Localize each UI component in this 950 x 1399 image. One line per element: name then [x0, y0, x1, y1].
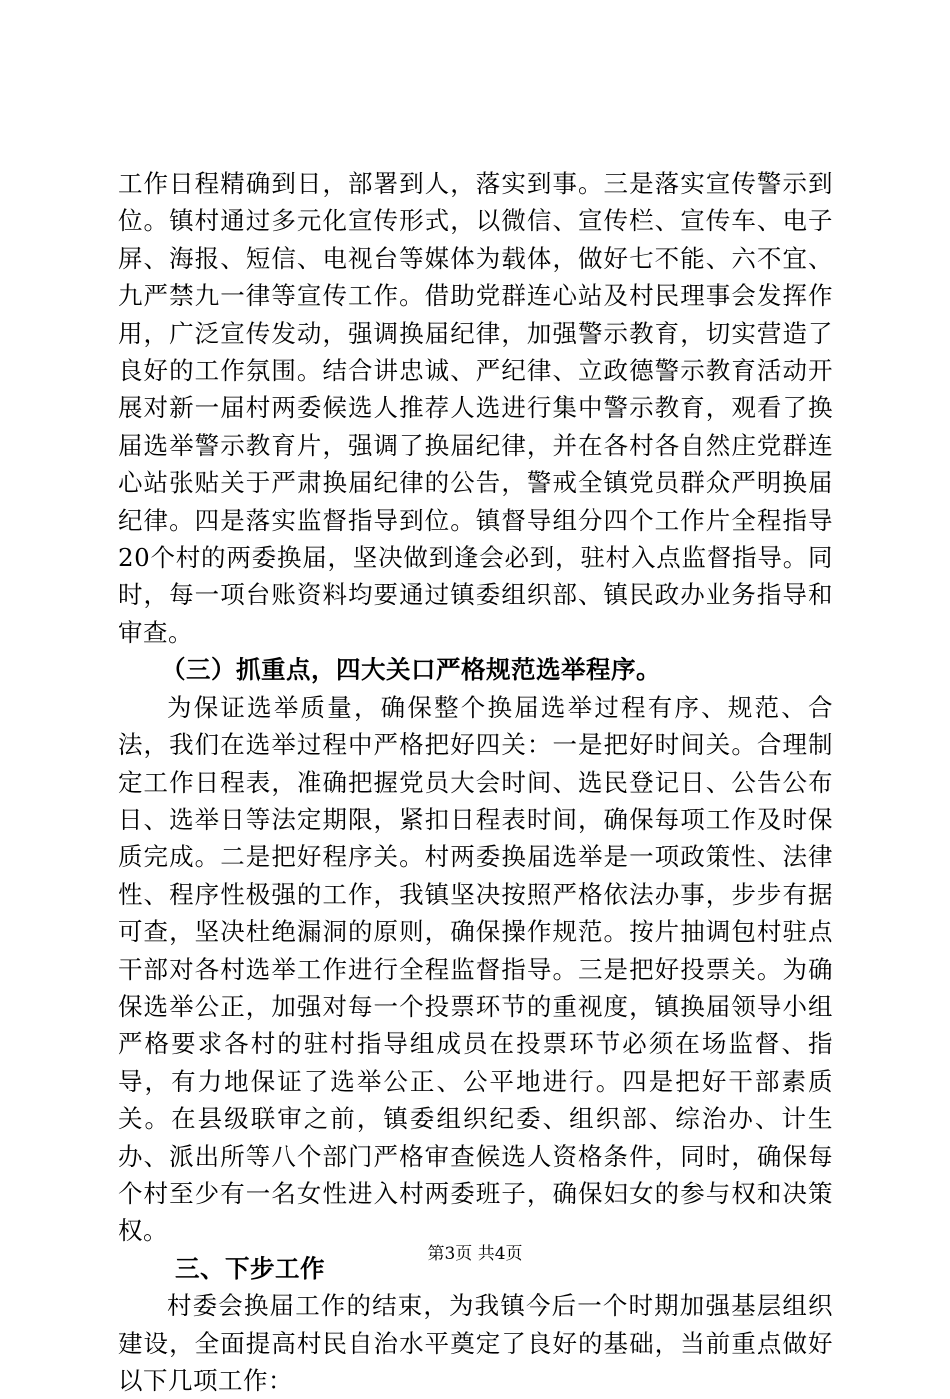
page-number-footer: 第3页 共4页 [427, 1244, 523, 1264]
document-body [118, 165, 833, 1399]
section-heading: 三、下步工作 [175, 1253, 325, 1283]
body-paragraph-continuation: 工作日程精确到日，部署到人，落实到事。三是落实宣传警示到位。镇村通过多元化宣传形式，以微信、宣传栏、宣传车、电子屏、海报、短信、电视台等媒体为载体，做好七不能、六不宜、九严禁九一律等宣传工作。借助党群连心站及村民理事会发挥作用，广泛宣传发动，强调换届纪律，加强警示教育，切实营造了良好的工作氛围。结合讲忠诚、严纪律、立政德警示教育活动开展对新一届村两委候选人推荐人选进行集中警示教育，观看了换届选举警示教育片，强调了换届纪律，并在各村各自然庄党群连心站张贴关于严肃换届纪律的公告，警戒全镇党员群众严明换届纪律。四是落实监督指导到位。镇督导组分四个工作片全程指导20个村的两委换届，坚决做到逢会必到，驻村入点监督指导。同时，每一项台账资料均要通过镇委组织部、镇民政办业务指导和审查。 [118, 169, 833, 647]
body-paragraph: 为保证选举质量，确保整个换届选举过程有序、规范、合法，我们在选举过程中严格把好四关：一是把好时间关。合理制定工作日程表，准确把握党员大会时间、选民登记日、公告公布日、选举日等法定期限，紧扣日程表时间，确保每项工作及时保质完成。二是把好程序关。村两委换届选举是一项政策性、法律性、程序性极强的工作，我镇坚决按照严格依法办事，步步有据可查，坚决杜绝漏洞的原则，确保操作规范。按片抽调包村驻点干部对各村选举工作进行全程监督指导。三是把好投票关。为确保选举公正，加强对每一个投票环节的重视度，镇换届领导小组严格要求各村的驻村指导组成员在投票环节必须在场监督、指导，有力地保证了选举公正、公平地进行。四是把好干部素质关。在县级联审之前，镇委组织纪委、组织部、综治办、计生办、派出所等八个部门严格审查候选人资格条件，同时，确保每个村至少有一名女性进入村两委班子，确保妇女的参与权和决策权。 [118, 692, 833, 1246]
body-paragraph: 村委会换届工作的结束，为我镇今后一个时期加强基层组织建设，全面提高村民自治水平奠定了良好的基础，当前重点做好以下几项工作： [118, 1291, 833, 1395]
section-subheading: （三）抓重点，四大关口严格规范选举程序。 [161, 655, 661, 685]
